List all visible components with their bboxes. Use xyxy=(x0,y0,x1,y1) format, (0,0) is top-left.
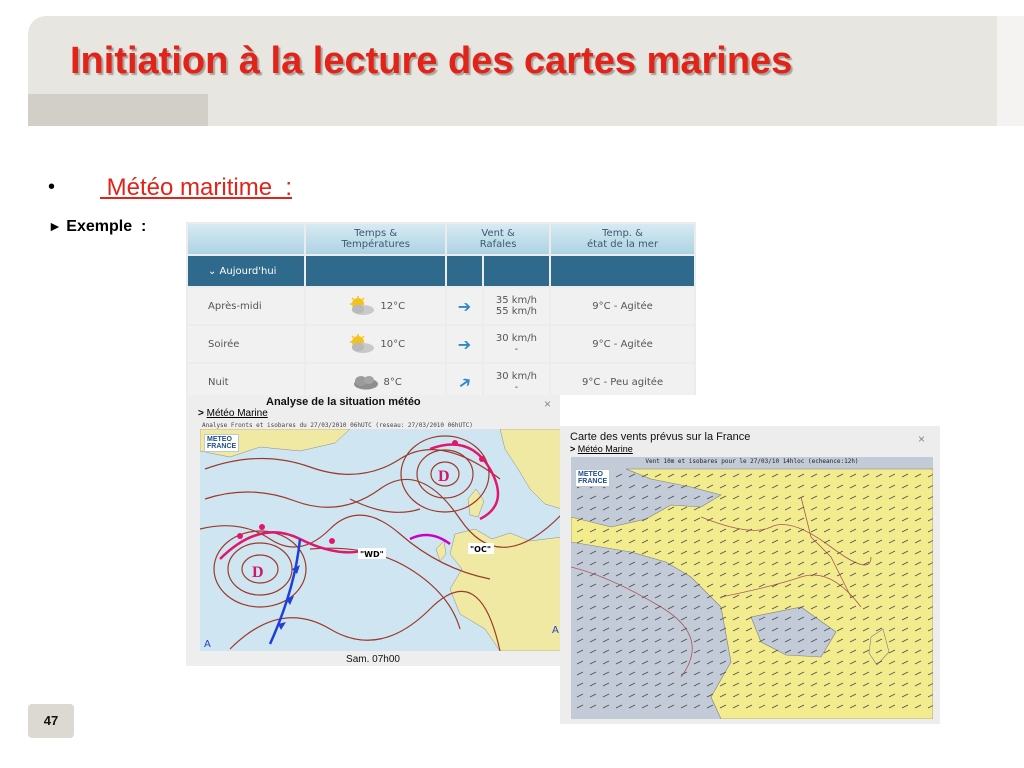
meteo-france-logo xyxy=(575,469,610,487)
temperature: 8°C xyxy=(383,377,402,388)
example-label xyxy=(48,218,146,236)
chevron-right-icon: > xyxy=(198,408,204,419)
meteo-marine-link-text[interactable]: Météo Marine xyxy=(206,408,268,419)
analysis-map-subtitle: Analyse Fronts et isobares du 27/03/2010 06hUTC (reseau: 27/03/2010 06hUTC) xyxy=(202,422,473,429)
wind-map-title: Carte des vents prévus sur la France xyxy=(570,431,751,443)
bullet-dot: • xyxy=(48,176,56,198)
wind-speed: 30 km/h xyxy=(495,333,538,344)
header-empty xyxy=(188,224,304,254)
meteo-france-logo xyxy=(204,434,239,452)
today-cell xyxy=(551,256,694,286)
analysis-map-title: Analyse de la situation météo xyxy=(266,396,421,408)
page-number: 47 xyxy=(28,704,74,738)
wind-map-panel xyxy=(560,426,940,724)
header-sea: Temp. & état de la mer xyxy=(551,224,694,254)
header-wind: Vent & Rafales xyxy=(447,224,549,254)
table-row xyxy=(188,326,694,362)
forecast-header-row xyxy=(188,224,694,254)
period-label: Soirée xyxy=(188,326,304,362)
temperature: 12°C xyxy=(380,301,406,312)
example-text: Exemple : xyxy=(61,218,147,235)
meteo-marine-link[interactable] xyxy=(198,408,268,419)
header-weather: Temps & Températures xyxy=(306,224,445,254)
wind-cell xyxy=(484,364,549,395)
analysis-map-footer: Sam. 07h00 xyxy=(346,654,400,665)
period-label: Après-midi xyxy=(188,288,304,324)
weather-cell xyxy=(306,326,445,362)
isobar-map-graphic xyxy=(200,429,562,651)
forecast-table-screenshot xyxy=(186,222,696,395)
gust-speed: 55 km/h xyxy=(495,306,538,317)
period-label: Nuit xyxy=(188,364,304,395)
low-pressure-label: D xyxy=(438,468,450,485)
front-label-oc: "OC" xyxy=(470,545,492,554)
high-pressure-label: A xyxy=(552,625,559,636)
wind-cell xyxy=(484,326,549,362)
forecast-table xyxy=(186,222,696,395)
chevron-right-icon: > xyxy=(570,444,576,454)
title-accent-bar xyxy=(28,94,208,126)
weather-cell xyxy=(306,288,445,324)
high-pressure-label: A xyxy=(204,639,211,650)
today-row[interactable] xyxy=(188,256,694,286)
low-pressure-label: D xyxy=(252,564,264,581)
gust-speed: - xyxy=(514,344,519,355)
title-banner-edge xyxy=(997,16,1024,126)
logo-text: FRANCE xyxy=(207,443,237,450)
today-cell xyxy=(306,256,445,286)
today-cell xyxy=(484,256,549,286)
logo-text: METEO xyxy=(207,436,232,443)
bullet-meteo-maritime: Météo maritime : xyxy=(100,174,293,201)
close-icon[interactable]: × xyxy=(918,432,926,446)
wind-map-subtitle: Vent 10m et isobares pour le 27/03/10 14hloc (echeance:12h) xyxy=(645,458,859,465)
logo-text: METEO xyxy=(578,471,603,478)
wind-map xyxy=(571,457,933,719)
triangle-right-icon: ► xyxy=(48,218,62,234)
wind-cell xyxy=(484,288,549,324)
slide-title: Initiation à la lecture des cartes marines xyxy=(70,40,793,82)
analysis-map-panel xyxy=(186,395,560,666)
today-cell xyxy=(447,256,482,286)
arrow-up-right-icon: ➔ xyxy=(447,364,482,395)
sun-cloud-icon xyxy=(346,296,376,316)
today-label[interactable]: ⌄ Aujourd'hui xyxy=(188,256,304,286)
temperature: 10°C xyxy=(380,339,406,350)
isobar-map xyxy=(200,429,562,651)
sea-state: 9°C - Agitée xyxy=(551,326,694,362)
cloud-icon xyxy=(350,372,380,392)
wind-map-graphic xyxy=(571,457,933,719)
sun-cloud-icon xyxy=(346,334,376,354)
arrow-right-icon: ➔ xyxy=(447,326,482,362)
sea-state: 9°C - Agitée xyxy=(551,288,694,324)
meteo-marine-link[interactable] xyxy=(570,444,633,454)
gust-speed: - xyxy=(514,382,519,393)
close-icon[interactable]: × xyxy=(544,397,552,411)
table-row xyxy=(188,364,694,395)
meteo-marine-link-text[interactable]: Météo Marine xyxy=(577,444,633,454)
table-row xyxy=(188,288,694,324)
arrow-right-icon: ➔ xyxy=(447,288,482,324)
sea-state: 9°C - Peu agitée xyxy=(551,364,694,395)
wind-speed: 35 km/h xyxy=(495,295,538,306)
wind-speed: 30 km/h xyxy=(495,371,538,382)
front-label-wd: "WD" xyxy=(360,550,384,559)
weather-cell xyxy=(306,364,445,395)
logo-text: FRANCE xyxy=(578,478,608,485)
